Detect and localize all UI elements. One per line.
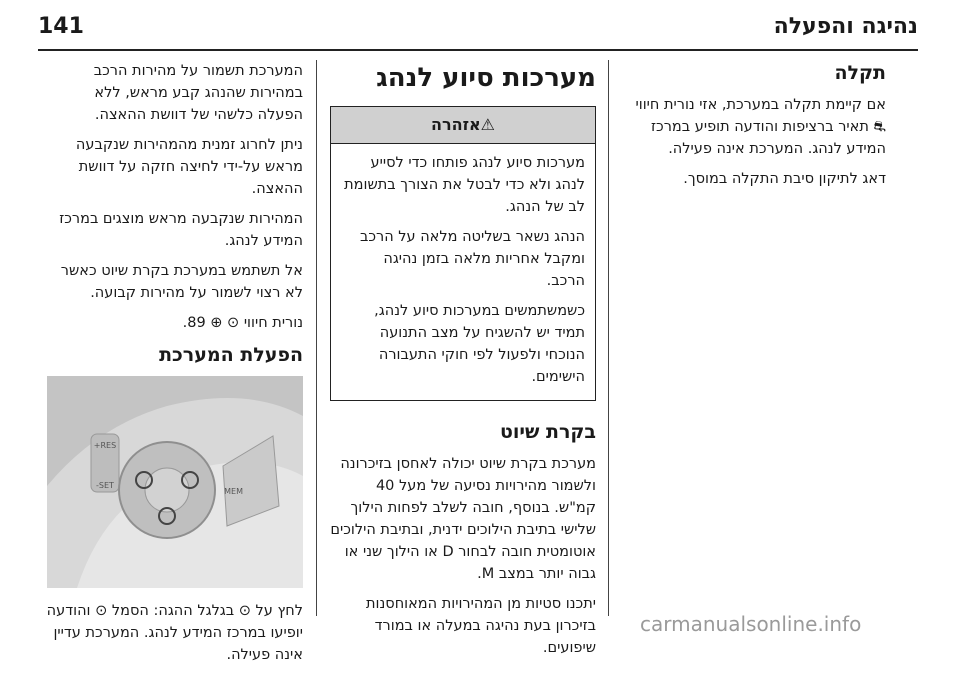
steering-wheel-photo: [47, 376, 303, 588]
warning-paragraph: כשמשתמשים במערכות סיוע לנהג, תמיד יש להשגיח על מצב התנועה הנוכחי ולפעול לפי חוקי התעבורה הישימים.: [374, 303, 585, 385]
warning-label: ⚠אזהרה: [331, 107, 595, 144]
fault-paragraph: אם קיימת תקלה במערכת, אזי נורית חיווי ⛐ תאיר ברציפות והודעה תופיע במרכז המידע לנהג. המערכת אינה פעילה.: [635, 97, 886, 157]
warning-paragraph: מערכות סיוע לנהג פותחו כדי לסייע לנהג ולא כדי לבטל את הצורך בתשומת לב של הנהג.: [344, 155, 585, 215]
activation-heading: הפעלת המערכת: [159, 344, 303, 366]
warning-box: [330, 106, 596, 401]
warning-paragraph: הנהג נשאר בשליטה מלאה על הרכב ומקבל אחריות מלאה בזמן נהיגה הרכב.: [359, 229, 585, 289]
body-paragraph: המהירות שנקבעה מראש מוצגים במרכז המידע לנהג.: [59, 211, 303, 249]
header-rule: [38, 49, 918, 51]
svg-text:SET-: SET-: [96, 481, 114, 490]
page-header: [38, 0, 918, 52]
cruise-paragraph: מערכת בקרת שיוט יכולה לאחסן בזיכרונה ולשמור מהירויות נסיעה של מעל 40 קמ"ש. בנוסף, חובה לשלב לפחות הילוך שלישי בתיבת הילוכים ידנית, ובתיבת הילוכים אוטומטית חובה לבחור D או הילוך שני או גבוה יותר במצב M.: [330, 456, 596, 582]
body-paragraph: ניתן לחרוג זמנית מהמהירות שנקבעה מראש על-ידי לחיצה חזקה על דוושת ההאצה.: [75, 137, 303, 197]
body-paragraph: אל תשתמש במערכת בקרת שיוט כאשר לא רצוי לשמור על מהירות קבועה.: [60, 263, 303, 301]
section-title: מערכות סיוע לנהג: [376, 63, 596, 93]
fault-heading: תקלה: [834, 62, 886, 84]
activation-caption: לחץ על ⊙ בגלגל ההגה: הסמל ⊙ והודעה יופיעו במרכז המידע לנהג. המערכת עדיין אינה פעילה.: [46, 603, 303, 663]
fault-paragraph: דאג לתיקון סיבת התקלה במוסך.: [683, 171, 886, 187]
cruise-control-heading: בקרת שיוט: [499, 421, 596, 443]
watermark: carmanualsonline.info: [640, 612, 862, 636]
right-column: [622, 60, 886, 198]
warning-body: [331, 144, 595, 400]
column-divider-left: [316, 60, 317, 616]
chapter-title: נהיגה והפעלה: [773, 14, 918, 39]
svg-text:MEM: MEM: [224, 487, 243, 496]
indicator-reference: נורית חיווי ⊙ ⊕ ‎89.: [182, 315, 303, 331]
body-paragraph: המערכת תשמור על מהירות הרכב במהירות שהנהג קבע מראש, ללא הפעלה כלשהי של דוושת ההאצה.: [93, 63, 303, 123]
svg-text:RES+: RES+: [93, 441, 117, 450]
column-divider-right: [608, 60, 609, 616]
cruise-paragraph: יתכנו סטיות מן המהירויות המאוחסנות בזיכרון בעת נהיגה במעלה או במורד שיפועים.: [366, 596, 596, 656]
middle-column: [330, 60, 596, 667]
page-number: 141: [38, 14, 84, 39]
left-column: [45, 60, 303, 674]
